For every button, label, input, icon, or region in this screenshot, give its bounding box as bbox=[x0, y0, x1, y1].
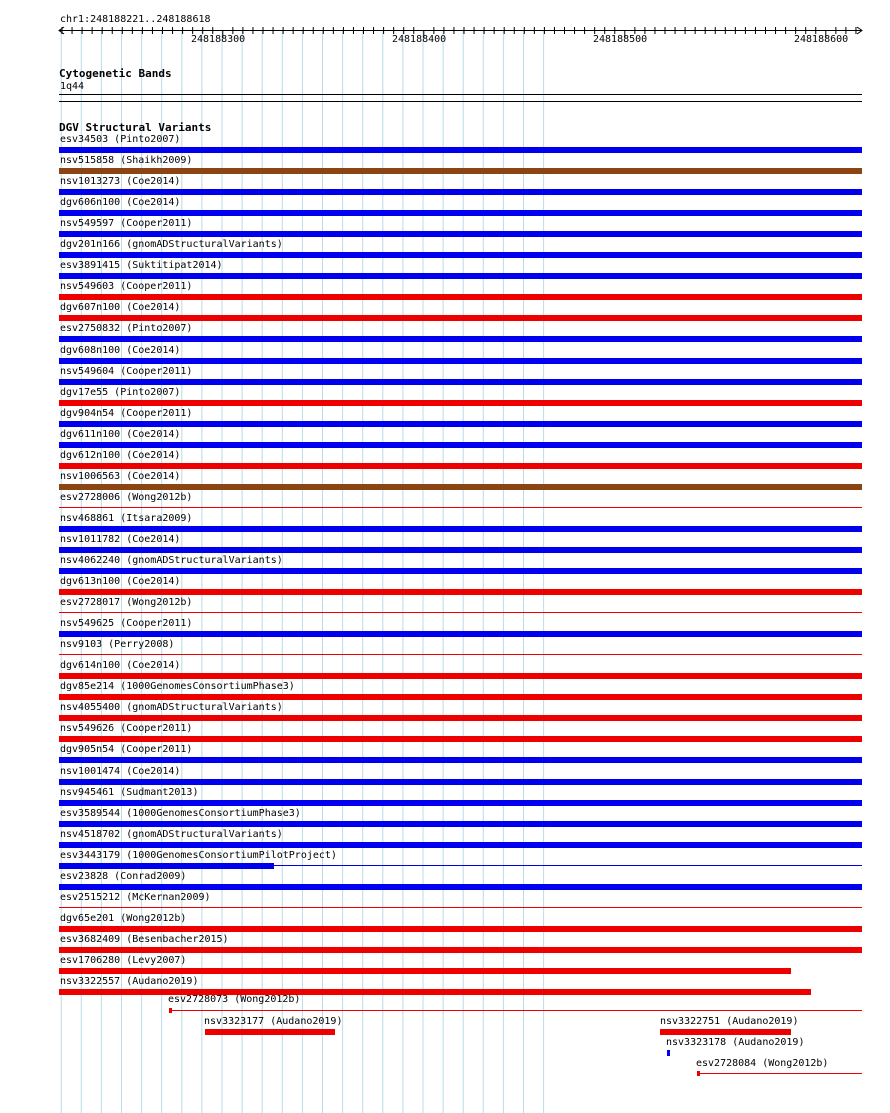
feature-thick-segment[interactable] bbox=[59, 863, 274, 869]
feature-label[interactable]: dgv608n100 (Coe2014) bbox=[60, 345, 181, 356]
cytoband-track-title[interactable]: Cytogenetic Bands bbox=[59, 67, 172, 80]
feature-label[interactable]: esv23828 (Conrad2009) bbox=[60, 871, 187, 882]
feature-bar[interactable] bbox=[697, 1073, 862, 1074]
feature-bar[interactable] bbox=[59, 631, 862, 637]
feature-bar[interactable] bbox=[59, 907, 862, 908]
feature-bar[interactable] bbox=[59, 210, 862, 216]
feature-label[interactable]: dgv607n100 (Coe2014) bbox=[60, 302, 181, 313]
feature-bar[interactable] bbox=[59, 842, 862, 848]
feature-label[interactable]: nsv4062240 (gnomADStructuralVariants) bbox=[60, 555, 283, 566]
feature-bar[interactable] bbox=[59, 800, 862, 806]
feature-label[interactable]: nsv1006563 (Coe2014) bbox=[60, 471, 181, 482]
dgv-track-title[interactable]: DGV Structural Variants bbox=[59, 121, 212, 134]
feature-label[interactable]: dgv904n54 (Cooper2011) bbox=[60, 408, 193, 419]
feature-bar[interactable] bbox=[59, 231, 862, 237]
feature-bar[interactable] bbox=[59, 736, 862, 742]
feature-bar[interactable] bbox=[59, 294, 862, 300]
feature-label[interactable]: dgv614n100 (Coe2014) bbox=[60, 660, 181, 671]
feature-bar[interactable] bbox=[59, 463, 862, 469]
feature-bar[interactable] bbox=[59, 821, 862, 827]
feature-bar[interactable] bbox=[59, 526, 862, 532]
feature-bar[interactable] bbox=[59, 336, 862, 342]
feature-label[interactable]: esv3589544 (1000GenomesConsortiumPhase3) bbox=[60, 808, 301, 819]
feature-bar[interactable] bbox=[59, 884, 862, 890]
feature-bar[interactable] bbox=[59, 252, 862, 258]
feature-bar[interactable] bbox=[59, 507, 862, 508]
feature-start-marker bbox=[697, 1071, 700, 1076]
feature-label[interactable]: nsv1001474 (Coe2014) bbox=[60, 766, 181, 777]
feature-bar[interactable] bbox=[59, 654, 862, 655]
feature-bar[interactable] bbox=[59, 947, 862, 953]
feature-label[interactable]: nsv468861 (Itsara2009) bbox=[60, 513, 193, 524]
feature-bar[interactable] bbox=[59, 484, 862, 490]
feature-label[interactable]: nsv3323177 (Audano2019) bbox=[204, 1016, 343, 1027]
feature-label[interactable]: esv2750832 (Pinto2007) bbox=[60, 323, 193, 334]
cytoband-label[interactable]: 1q44 bbox=[60, 81, 85, 92]
feature-bar[interactable] bbox=[59, 779, 862, 785]
feature-bar[interactable] bbox=[59, 168, 862, 174]
feature-label[interactable]: esv2728073 (Wong2012b) bbox=[168, 994, 301, 1005]
feature-label[interactable]: esv2728006 (Wong2012b) bbox=[60, 492, 193, 503]
feature-bar[interactable] bbox=[59, 421, 862, 427]
ruler-tick-label: 248188400 bbox=[392, 34, 447, 45]
feature-bar[interactable] bbox=[59, 568, 862, 574]
feature-bar[interactable] bbox=[59, 442, 862, 448]
feature-bar[interactable] bbox=[59, 189, 862, 195]
feature-label[interactable]: esv2515212 (McKernan2009) bbox=[60, 892, 211, 903]
feature-bar[interactable] bbox=[59, 926, 862, 932]
ruler-tick-label: 248188300 bbox=[191, 34, 246, 45]
feature-label[interactable]: nsv549603 (Cooper2011) bbox=[60, 281, 193, 292]
feature-label[interactable]: dgv613n100 (Coe2014) bbox=[60, 576, 181, 587]
feature-bar[interactable] bbox=[59, 315, 862, 321]
feature-label[interactable]: dgv606n100 (Coe2014) bbox=[60, 197, 181, 208]
feature-bar[interactable] bbox=[667, 1050, 670, 1056]
feature-label[interactable]: dgv65e201 (Wong2012b) bbox=[60, 913, 187, 924]
feature-label[interactable]: esv3682409 (Besenbacher2015) bbox=[60, 934, 229, 945]
feature-bar[interactable] bbox=[59, 379, 862, 385]
feature-label[interactable]: nsv4055400 (gnomADStructuralVariants) bbox=[60, 702, 283, 713]
feature-label[interactable]: nsv945461 (Sudmant2013) bbox=[60, 787, 199, 798]
ruler-tick-label: 248188500 bbox=[593, 34, 648, 45]
feature-bar[interactable] bbox=[59, 358, 862, 364]
feature-label[interactable]: nsv4518702 (gnomADStructuralVariants) bbox=[60, 829, 283, 840]
feature-bar[interactable] bbox=[169, 1010, 862, 1011]
feature-label[interactable]: esv2728017 (Wong2012b) bbox=[60, 597, 193, 608]
feature-label[interactable]: esv3891415 (Suktitipat2014) bbox=[60, 260, 223, 271]
feature-label[interactable]: nsv549604 (Cooper2011) bbox=[60, 366, 193, 377]
feature-label[interactable]: nsv1011782 (Coe2014) bbox=[60, 534, 181, 545]
feature-bar[interactable] bbox=[59, 673, 862, 679]
feature-label[interactable]: dgv201n166 (gnomADStructuralVariants) bbox=[60, 239, 283, 250]
feature-label[interactable]: esv2728084 (Wong2012b) bbox=[696, 1058, 829, 1069]
feature-start-marker bbox=[169, 1008, 172, 1013]
feature-label[interactable]: dgv17e55 (Pinto2007) bbox=[60, 387, 181, 398]
feature-bar[interactable] bbox=[59, 757, 862, 763]
feature-bar[interactable] bbox=[59, 694, 862, 700]
feature-bar[interactable] bbox=[59, 547, 862, 553]
location-label: chr1:248188221..248188618 bbox=[60, 14, 211, 25]
feature-label[interactable]: dgv85e214 (1000GenomesConsortiumPhase3) bbox=[60, 681, 295, 692]
feature-bar[interactable] bbox=[59, 589, 862, 595]
feature-label[interactable]: nsv9103 (Perry2008) bbox=[60, 639, 175, 650]
feature-label[interactable]: nsv3323178 (Audano2019) bbox=[666, 1037, 805, 1048]
feature-label[interactable]: dgv611n100 (Coe2014) bbox=[60, 429, 181, 440]
feature-label[interactable]: dgv905n54 (Cooper2011) bbox=[60, 744, 193, 755]
feature-bar[interactable] bbox=[59, 715, 862, 721]
feature-label[interactable]: nsv3322557 (Audano2019) bbox=[60, 976, 199, 987]
feature-label[interactable]: esv1706280 (Levy2007) bbox=[60, 955, 187, 966]
feature-bar[interactable] bbox=[59, 612, 862, 613]
feature-bar[interactable] bbox=[59, 273, 862, 279]
feature-label[interactable]: esv34503 (Pinto2007) bbox=[60, 134, 181, 145]
feature-label[interactable]: nsv515858 (Shaikh2009) bbox=[60, 155, 193, 166]
feature-label[interactable]: nsv1013273 (Coe2014) bbox=[60, 176, 181, 187]
feature-label[interactable]: dgv612n100 (Coe2014) bbox=[60, 450, 181, 461]
feature-label[interactable]: nsv549597 (Cooper2011) bbox=[60, 218, 193, 229]
feature-bar[interactable] bbox=[59, 147, 862, 153]
feature-bar[interactable] bbox=[660, 1029, 791, 1035]
ruler-tick-label: 248188600 bbox=[794, 34, 849, 45]
feature-label[interactable]: esv3443179 (1000GenomesConsortiumPilotProject) bbox=[60, 850, 337, 861]
feature-bar[interactable] bbox=[59, 968, 791, 974]
feature-label[interactable]: nsv549625 (Cooper2011) bbox=[60, 618, 193, 629]
feature-bar[interactable] bbox=[59, 400, 862, 406]
feature-label[interactable]: nsv3322751 (Audano2019) bbox=[660, 1016, 799, 1027]
feature-label[interactable]: nsv549626 (Cooper2011) bbox=[60, 723, 193, 734]
feature-bar[interactable] bbox=[205, 1029, 335, 1035]
